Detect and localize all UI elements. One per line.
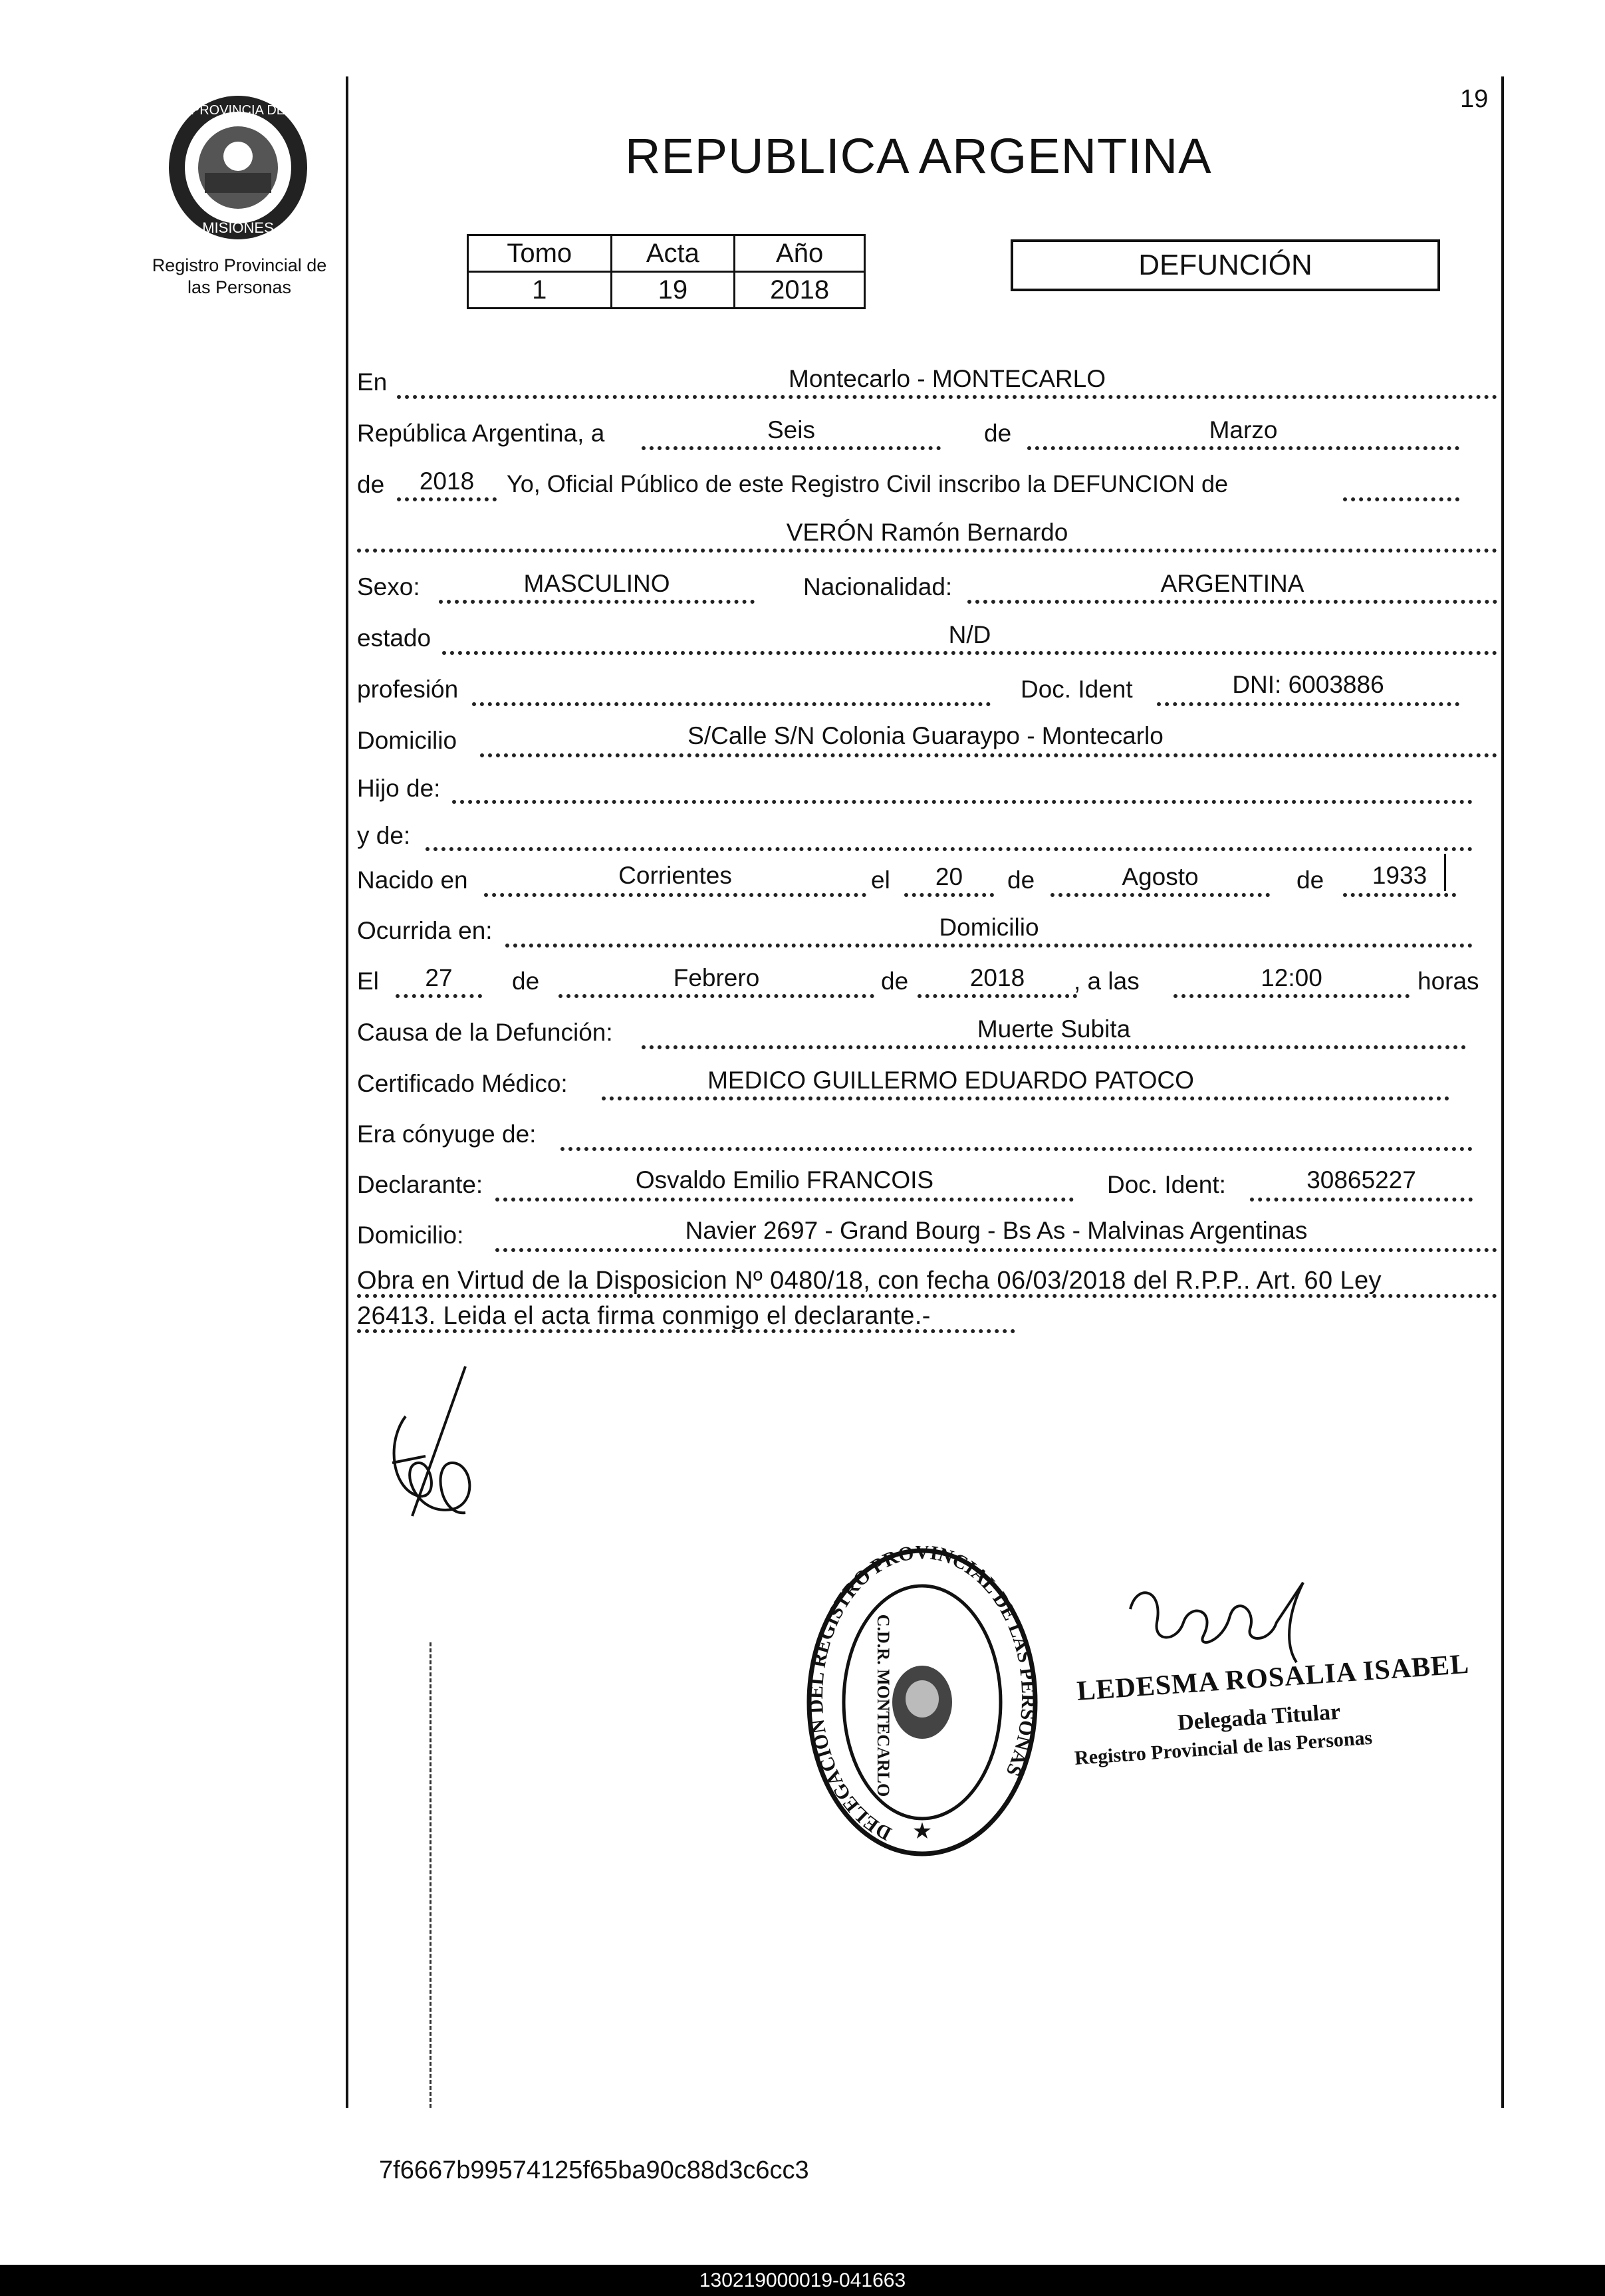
estado-value: N/D <box>948 621 991 648</box>
birth-year-dotline <box>1343 893 1456 897</box>
causa-value: Muerte Subita <box>977 1015 1131 1043</box>
document-hash: 7f6667b99574125f65ba90c88d3c6cc3 <box>379 2156 809 2184</box>
svg-text:C.D.R. MONTECARLO: C.D.R. MONTECARLO <box>874 1614 893 1797</box>
ocurrida-label: Ocurrida en: <box>357 917 493 944</box>
nacido-dotline <box>484 893 866 897</box>
table-value-tomo: 1 <box>468 272 612 309</box>
obra-line2-dotline <box>357 1329 1015 1333</box>
record-type: DEFUNCIÓN <box>1138 249 1312 281</box>
doc-label: Doc. Ident <box>1021 676 1133 703</box>
month-dotline <box>1027 446 1459 450</box>
hijo-dotline <box>452 800 1473 804</box>
en-value: Montecarlo - MONTECARLO <box>789 365 1106 392</box>
year-dotline <box>397 497 497 501</box>
death-de-label: de <box>512 967 540 995</box>
de2-label: de <box>357 471 385 498</box>
record-type-box <box>1011 239 1440 291</box>
table-header-ano: Año <box>735 235 865 272</box>
death-year-dotline <box>918 994 1077 998</box>
causa-label: Causa de la Defunción: <box>357 1019 613 1046</box>
birth-de-label: de <box>1007 866 1035 894</box>
officer-text: Yo, Oficial Público de este Registro Civil inscribo la DEFUNCION de <box>507 470 1229 497</box>
death-day: 27 <box>425 964 453 991</box>
birth-day-dotline <box>904 893 994 897</box>
declarante-dotline <box>495 1198 1074 1202</box>
table-value-acta: 19 <box>611 272 735 309</box>
month-value: Marzo <box>1209 416 1278 444</box>
nacionalidad-label: Nacionalidad: <box>803 573 953 600</box>
registry-caption-line2: las Personas <box>187 277 292 297</box>
birth-month: Agosto <box>1122 863 1199 890</box>
conyuge-label: Era cónyuge de: <box>357 1120 537 1148</box>
death-month: Febrero <box>673 964 760 991</box>
en-label: En <box>357 368 388 396</box>
death-month-dotline <box>558 994 874 998</box>
decl-doc-label: Doc. Ident: <box>1107 1171 1226 1198</box>
decl-domicilio-value: Navier 2697 - Grand Bourg - Bs As - Malvinas Argentinas <box>685 1217 1308 1244</box>
birth-year-tick <box>1444 854 1446 891</box>
estado-dotline <box>442 651 1497 655</box>
de-label: de <box>984 420 1012 447</box>
birth-month-dotline <box>1050 893 1270 897</box>
el2-label: El <box>357 967 379 995</box>
profesion-label: profesión <box>357 676 459 703</box>
deceased-name: VERÓN Ramón Bernardo <box>786 519 1068 546</box>
birth-day: 20 <box>935 863 963 890</box>
profesion-dotline <box>472 702 991 706</box>
table-header-tomo: Tomo <box>468 235 612 272</box>
record-table <box>467 234 866 309</box>
province-emblem-logo <box>165 93 311 243</box>
official-name: LEDESMA ROSALIA ISABEL <box>1076 1648 1471 1707</box>
decl-doc-dotline <box>1250 1198 1473 1202</box>
domicilio-value: S/Calle S/N Colonia Guaraypo - Montecarlo <box>687 722 1164 749</box>
right-border <box>1501 76 1504 2108</box>
alas-label: , a las <box>1074 967 1140 995</box>
causa-dotline <box>642 1045 1466 1049</box>
decl-domicilio-dotline <box>495 1248 1497 1252</box>
svg-text:MISIONES: MISIONES <box>202 219 274 236</box>
nacido-label: Nacido en <box>357 866 468 894</box>
registry-caption <box>126 255 352 299</box>
registry-caption-line1: Registro Provincial de <box>152 255 327 275</box>
death-day-dotline <box>396 994 482 998</box>
page-title: REPUBLICA ARGENTINA <box>625 128 1212 184</box>
left-border <box>346 76 348 2108</box>
registry-seal <box>804 1546 1041 1858</box>
nacionalidad-value: ARGENTINA <box>1160 570 1304 597</box>
year-value: 2018 <box>419 467 475 495</box>
obra-line1: Obra en Virtud de la Disposicion Nº 0480/18, con fecha 06/03/2018 del R.P.P.. Art. 60 Ley <box>357 1267 1382 1295</box>
estado-label: estado <box>357 624 432 652</box>
svg-text:PROVINCIA DE: PROVINCIA DE <box>190 103 286 118</box>
footer-bar <box>0 2265 1605 2296</box>
day-value: Seis <box>767 416 815 444</box>
table-header-acta: Acta <box>611 235 735 272</box>
day-dotline <box>642 446 941 450</box>
sexo-dotline <box>439 600 755 604</box>
yde-dotline <box>426 847 1473 851</box>
svg-text:DELEGACION DEL REGISTRO PROVIN: DELEGACION DEL REGISTRO PROVINCIAL DE LAS PERSONAS <box>804 1546 1040 1845</box>
death-de2-label: de <box>881 967 909 995</box>
nacionalidad-dotline <box>967 600 1497 604</box>
official-role: Delegada Titular <box>1177 1699 1342 1735</box>
domicilio-label: Domicilio <box>357 727 457 754</box>
sexo-value: MASCULINO <box>523 570 670 597</box>
footer-code: 130219000019-041663 <box>699 2269 906 2291</box>
conyuge-dotline <box>560 1147 1473 1151</box>
birth-de2-label: de <box>1296 866 1324 894</box>
page-number: 19 <box>1460 85 1489 113</box>
obra-line1-dotline <box>357 1294 1497 1298</box>
declarante-value: Osvaldo Emilio FRANCOIS <box>635 1166 934 1194</box>
certificado-label: Certificado Médico: <box>357 1070 568 1097</box>
ocurrida-dotline <box>505 944 1473 948</box>
death-year: 2018 <box>969 964 1025 991</box>
yde-label: y de: <box>357 822 411 849</box>
decl-doc-value: 30865227 <box>1306 1166 1416 1194</box>
name-dotline <box>357 549 1497 553</box>
certificado-dotline <box>602 1096 1449 1100</box>
birth-year: 1933 <box>1372 862 1427 889</box>
table-value-ano: 2018 <box>735 272 865 309</box>
officer-dotline <box>1343 497 1459 501</box>
decl-domicilio-label: Domicilio: <box>357 1221 464 1249</box>
svg-text:★: ★ <box>912 1819 933 1844</box>
republica-label: República Argentina, a <box>357 420 605 447</box>
obra-line2: 26413. Leida el acta firma conmigo el declarante.- <box>357 1302 931 1330</box>
doc-dotline <box>1157 702 1459 706</box>
en-dotline <box>397 395 1497 399</box>
ocurrida-value: Domicilio <box>939 914 1039 941</box>
horas-label: horas <box>1418 967 1479 995</box>
doc-value: DNI: 6003886 <box>1232 671 1384 698</box>
hijo-label: Hijo de: <box>357 775 441 802</box>
margin-dashes <box>430 1642 435 2108</box>
death-time: 12:00 <box>1261 964 1322 991</box>
declarante-label: Declarante: <box>357 1171 483 1198</box>
el-label: el <box>871 866 890 894</box>
death-time-dotline <box>1173 994 1410 998</box>
domicilio-dotline <box>480 753 1497 757</box>
declarant-signature <box>372 1363 492 1523</box>
certificado-value: MEDICO GUILLERMO EDUARDO PATOCO <box>707 1067 1194 1094</box>
official-office: Registro Provincial de las Personas <box>1074 1726 1374 1769</box>
nacido-value: Corrientes <box>618 862 732 889</box>
sexo-label: Sexo: <box>357 573 420 600</box>
